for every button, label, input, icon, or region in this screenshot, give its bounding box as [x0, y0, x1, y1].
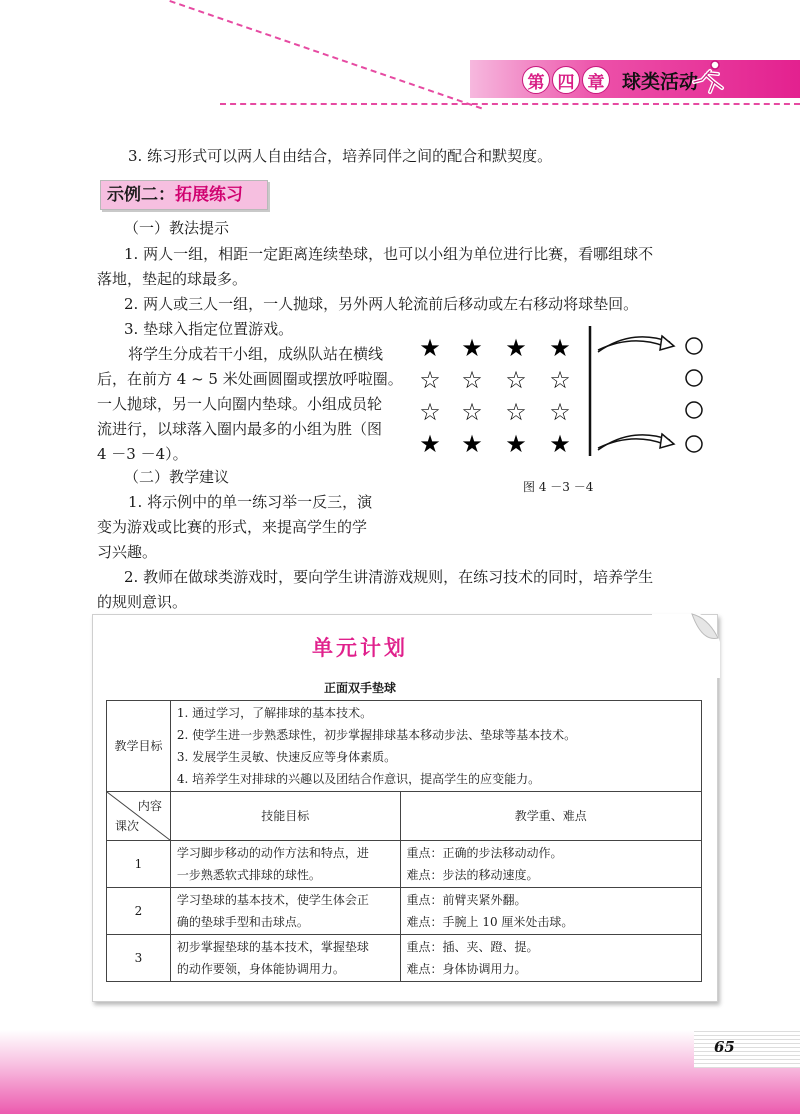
skill-cell [170, 888, 400, 935]
header-skill: 技能目标 [170, 792, 400, 841]
table-row [107, 935, 702, 982]
key-line: 难点：步法的移动速度。 [406, 868, 539, 882]
skill-line: 确的垫球手型和击球点。 [176, 915, 309, 929]
goal-item: 2. 使学生进一步熟悉球性，初步掌握排球基本移动步法、垫球等基本技术。 [176, 728, 577, 742]
table-row [107, 888, 702, 935]
goal-item: 1. 通过学习，了解排球的基本技术。 [176, 706, 373, 720]
player-star-filled: ★ [505, 334, 527, 362]
key-line: 重点：插、夹、蹬、提。 [406, 940, 539, 954]
paragraph: 4 －3 －4）。 [97, 445, 188, 463]
key-line: 重点：正确的步法移动动作。 [406, 846, 563, 860]
player-star-filled: ★ [419, 430, 441, 458]
player-star-filled: ★ [549, 334, 571, 362]
paragraph: 2. 两人或三人一组，一人抛球，另外两人轮流前后移动或左右移动将球垫回。 [124, 295, 639, 313]
section-heading-title: 拓展练习 [175, 185, 243, 205]
pass-arrow [598, 336, 674, 352]
chapter-heading [522, 66, 698, 94]
chapter-char: 四 [552, 66, 580, 94]
lesson-number: 1 [107, 841, 171, 888]
paragraph: 2. 教师在做球类游戏时，要向学生讲清游戏规则，在练习技术的同时，培养学生 [124, 568, 654, 586]
table-row [107, 841, 702, 888]
player-star-outline: ☆ [505, 366, 527, 394]
header-lesson: 课次 [115, 819, 140, 833]
key-cell [400, 888, 701, 935]
unit-plan-subtitle: 正面双手垫球 [323, 681, 396, 695]
player-star-filled: ★ [549, 430, 571, 458]
paragraph: 变为游戏或比赛的形式，来提高学生的学 [97, 518, 368, 536]
unit-plan-table [106, 700, 702, 982]
skill-line: 学习垫球的基本技术，使学生体会正 [176, 893, 369, 907]
paragraph: 的规则意识。 [97, 593, 188, 611]
player-star-filled: ★ [505, 430, 527, 458]
figure-caption: 图 4 －3 －4 [523, 480, 594, 494]
footer-band [0, 1030, 800, 1114]
header-rule [220, 103, 800, 105]
skill-line: 学习脚步移动的动作方法和特点，进 [176, 846, 369, 860]
player-star-outline: ☆ [549, 398, 571, 426]
table-row [107, 701, 702, 792]
skill-line: 的动作要领，身体能协调用力。 [176, 962, 345, 976]
lesson-number: 3 [107, 935, 171, 982]
player-star-outline: ☆ [461, 366, 483, 394]
unit-plan-title: 单元计划 [312, 636, 408, 660]
runner-icon [688, 58, 728, 98]
player-star-outline: ☆ [419, 366, 441, 394]
key-line: 重点：前臂夹紧外翻。 [406, 893, 527, 907]
player-rows [419, 334, 571, 458]
player-star-outline: ☆ [549, 366, 571, 394]
skill-line: 一步熟悉软式排球的球性。 [176, 868, 321, 882]
key-line: 难点：身体协调用力。 [406, 962, 527, 976]
player-star-outline: ☆ [461, 398, 483, 426]
subheading: （一）教法提示 [124, 219, 230, 237]
chapter-title: 球类活动 [622, 70, 699, 93]
paragraph: 3. 垫球入指定位置游戏。 [124, 320, 294, 338]
header-content: 内容 [137, 799, 162, 813]
header-decor-line [169, 0, 482, 111]
paragraph: 后，在前方 4 ~ 5 米处画圆圈或摆放呼啦圈。 [97, 370, 403, 388]
goal-item: 4. 培养学生对排球的兴趣以及团结合作意识，提高学生的应变能力。 [176, 772, 541, 786]
goal-list [170, 701, 701, 792]
lesson-number: 2 [107, 888, 171, 935]
table-header-row [107, 792, 702, 841]
paragraph: 1. 两人一组，相距一定距离连续垫球，也可以小组为单位进行比赛，看哪组球不 [124, 245, 654, 263]
section-heading-prefix: 示例二： [107, 185, 175, 205]
pass-arrow [598, 434, 674, 450]
key-cell [400, 841, 701, 888]
paragraph: 落地，垫起的球最多。 [97, 270, 248, 288]
section-heading [100, 180, 268, 210]
header-key-points: 教学重、难点 [400, 792, 701, 841]
target-circles [686, 338, 702, 452]
diagonal-header-cell [107, 792, 171, 841]
player-star-outline: ☆ [419, 398, 441, 426]
key-line: 难点：手腕上 10 厘米处击球。 [406, 915, 574, 929]
goal-label: 教学目标 [107, 701, 171, 792]
page-number: 65 [714, 1038, 735, 1056]
skill-cell [170, 841, 400, 888]
paragraph: 1. 将示例中的单一练习举一反三，演 [128, 493, 373, 511]
subheading: （二）教学建议 [124, 468, 230, 486]
paragraph: 将学生分成若干小组，成纵队站在横线 [128, 345, 384, 363]
goal-item: 3. 发展学生灵敏、快速反应等身体素质。 [176, 750, 397, 764]
page-number-box [694, 1030, 800, 1068]
player-star-outline: ☆ [505, 398, 527, 426]
skill-line: 初步掌握垫球的基本技术，掌握垫球 [176, 940, 369, 954]
chapter-char: 章 [582, 66, 610, 94]
player-star-filled: ★ [461, 430, 483, 458]
paragraph: 流进行，以球落入圈内最多的小组为胜（图 [97, 420, 383, 438]
player-star-filled: ★ [461, 334, 483, 362]
paragraph: 3. 练习形式可以两人自由结合，培养同伴之间的配合和默契度。 [128, 147, 553, 165]
player-star-filled: ★ [419, 334, 441, 362]
figure-diagram [412, 326, 712, 466]
skill-cell [170, 935, 400, 982]
paragraph: 习兴趣。 [97, 543, 158, 561]
paragraph: 一人抛球，另一人向圈内垫球。小组成员轮 [97, 395, 383, 413]
key-cell [400, 935, 701, 982]
chapter-char: 第 [522, 66, 550, 94]
